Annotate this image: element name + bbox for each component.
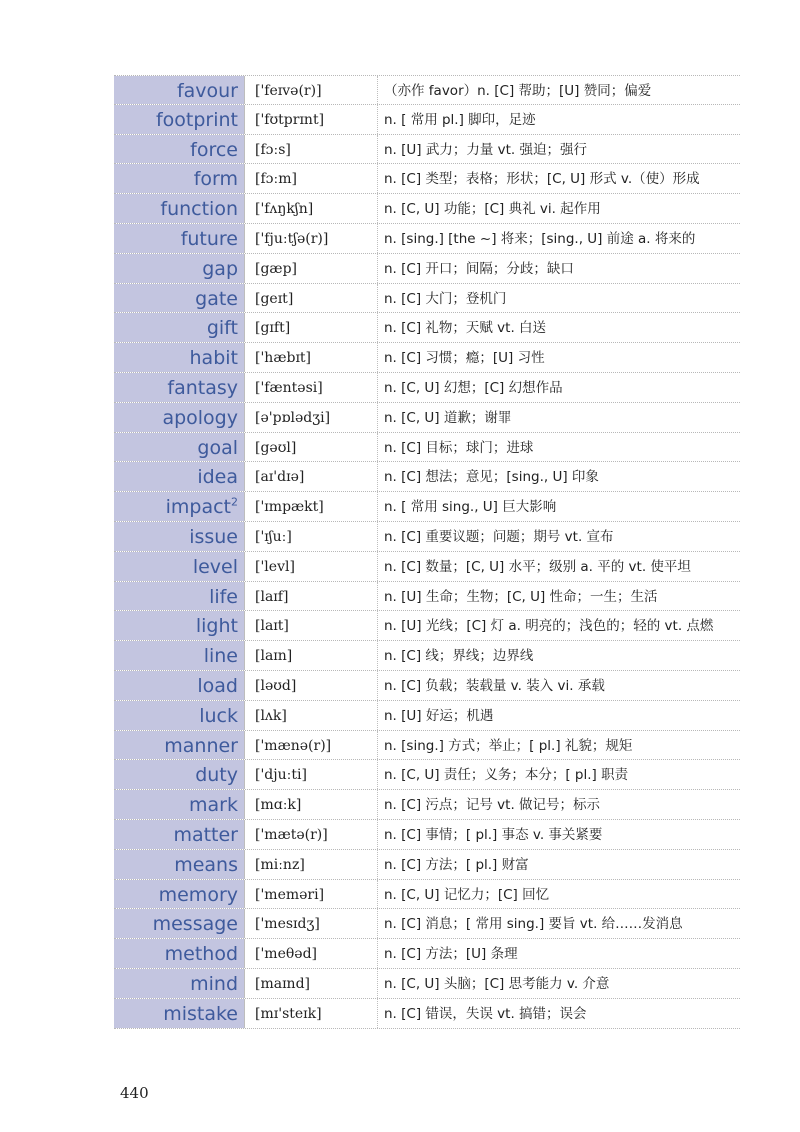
phonetic: [ləʊd] bbox=[244, 671, 378, 700]
vocab-row bbox=[114, 522, 740, 552]
headword-text: duty bbox=[195, 764, 238, 787]
headword bbox=[114, 164, 244, 193]
definition: n. [U] 光线；[C] 灯 a. 明亮的；浅色的；轻的 vt. 点燃 bbox=[384, 618, 714, 635]
definition: n. [C] 负载；装载量 v. 装入 vi. 承载 bbox=[384, 677, 605, 694]
vocab-row bbox=[114, 611, 740, 641]
vocab-row bbox=[114, 880, 740, 910]
phonetic: [fɔːm] bbox=[244, 164, 378, 193]
headword-superscript: 2 bbox=[231, 495, 238, 509]
definition: n. [C] 大门；登机门 bbox=[384, 290, 507, 307]
phonetic: [mɑːk] bbox=[244, 790, 378, 819]
definition: n. [C, U] 记忆力；[C] 回忆 bbox=[384, 886, 550, 903]
vocab-row bbox=[114, 403, 740, 433]
headword-text: method bbox=[164, 943, 238, 966]
headword bbox=[114, 522, 244, 551]
vocab-row bbox=[114, 820, 740, 850]
definition: n. [C] 礼物；天赋 vt. 白送 bbox=[384, 320, 547, 337]
phonetic: ['djuːti] bbox=[244, 760, 378, 789]
headword bbox=[114, 105, 244, 134]
headword-text: goal bbox=[197, 436, 238, 459]
definition: n. [C] 想法；意见；[sing., U] 印象 bbox=[384, 469, 599, 486]
definition: n. [sing.] 方式；举止；[ pl.] 礼貌；规矩 bbox=[384, 737, 633, 754]
headword-text: habit bbox=[189, 347, 238, 370]
phonetic: [laɪn] bbox=[244, 641, 378, 670]
phonetic: ['mætə(r)] bbox=[244, 820, 378, 849]
definition: n. [C] 事情；[ pl.] 事态 v. 事关紧要 bbox=[384, 826, 603, 843]
phonetic: [ə'pɒlədʒi] bbox=[244, 403, 378, 432]
vocab-row bbox=[114, 790, 740, 820]
phonetic: [aɪ'dɪə] bbox=[244, 462, 378, 491]
headword-text: apology bbox=[162, 406, 238, 429]
headword-text: load bbox=[197, 674, 238, 697]
headword bbox=[114, 135, 244, 164]
headword bbox=[114, 880, 244, 909]
phonetic: ['meməri] bbox=[244, 880, 378, 909]
phonetic: [maɪnd] bbox=[244, 969, 378, 998]
definition: n. [U] 好运；机遇 bbox=[384, 707, 494, 724]
headword-text: function bbox=[160, 198, 238, 221]
headword bbox=[114, 999, 244, 1028]
phonetic: ['ɪʃuː] bbox=[244, 522, 378, 551]
phonetic: ['mesɪdʒ] bbox=[244, 909, 378, 938]
phonetic: ['fjuːtʃə(r)] bbox=[244, 224, 378, 253]
headword bbox=[114, 582, 244, 611]
phonetic: [gɪft] bbox=[244, 313, 378, 342]
definition: n. [C] 重要议题；问题；期号 vt. 宣布 bbox=[384, 528, 614, 545]
vocab-row bbox=[114, 135, 740, 165]
vocab-row bbox=[114, 671, 740, 701]
definition: n. [U] 生命；生物；[C, U] 性命；一生；生活 bbox=[384, 588, 658, 605]
headword-text: means bbox=[174, 853, 238, 876]
vocab-row bbox=[114, 194, 740, 224]
headword-text: message bbox=[152, 913, 238, 936]
headword bbox=[114, 641, 244, 670]
headword-text: light bbox=[195, 615, 238, 638]
headword bbox=[114, 462, 244, 491]
definition: n. [C, U] 幻想；[C] 幻想作品 bbox=[384, 379, 563, 396]
definition: n. [C] 错误，失误 vt. 搞错；误会 bbox=[384, 1005, 587, 1022]
vocab-row bbox=[114, 462, 740, 492]
headword bbox=[114, 760, 244, 789]
headword bbox=[114, 671, 244, 700]
phonetic: [fɔːs] bbox=[244, 135, 378, 164]
headword bbox=[114, 194, 244, 223]
definition: n. [C] 目标；球门；进球 bbox=[384, 439, 534, 456]
definition: （亦作 favor）n. [C] 帮助；[U] 赞同；偏爱 bbox=[384, 83, 652, 99]
vocab-row bbox=[114, 939, 740, 969]
vocabulary-table bbox=[114, 75, 740, 1029]
headword bbox=[114, 492, 244, 521]
headword bbox=[114, 313, 244, 342]
definition: n. [C, U] 功能；[C] 典礼 vi. 起作用 bbox=[384, 201, 601, 218]
headword bbox=[114, 909, 244, 938]
headword-text: gap bbox=[202, 257, 238, 280]
headword-text: level bbox=[192, 555, 238, 578]
vocab-row bbox=[114, 433, 740, 463]
definition: n. [C] 类型；表格；形状；[C, U] 形式 v.（使）形成 bbox=[384, 171, 700, 188]
headword-text: line bbox=[203, 645, 238, 668]
headword bbox=[114, 284, 244, 313]
headword-text: mind bbox=[190, 972, 238, 995]
headword bbox=[114, 939, 244, 968]
headword-text: manner bbox=[164, 734, 238, 757]
phonetic: ['meθəd] bbox=[244, 939, 378, 968]
vocab-row bbox=[114, 284, 740, 314]
phonetic: [lʌk] bbox=[244, 701, 378, 730]
headword-text: fantasy bbox=[167, 376, 238, 399]
headword bbox=[114, 701, 244, 730]
definition: n. [C] 数量；[C, U] 水平；级别 a. 平的 vt. 使平坦 bbox=[384, 558, 691, 575]
vocab-row bbox=[114, 760, 740, 790]
vocab-row bbox=[114, 164, 740, 194]
phonetic: ['hæbɪt] bbox=[244, 343, 378, 372]
vocab-row bbox=[114, 582, 740, 612]
headword bbox=[114, 820, 244, 849]
phonetic: ['fʊtprɪnt] bbox=[244, 105, 378, 134]
headword bbox=[114, 254, 244, 283]
definition: n. [C] 污点；记号 vt. 做记号；标示 bbox=[384, 797, 601, 814]
headword-text: matter bbox=[173, 823, 238, 846]
vocab-row bbox=[114, 969, 740, 999]
headword bbox=[114, 403, 244, 432]
headword bbox=[114, 552, 244, 581]
headword bbox=[114, 731, 244, 760]
headword-text: luck bbox=[199, 704, 238, 727]
headword-text: issue bbox=[189, 525, 238, 548]
headword-text: memory bbox=[158, 883, 238, 906]
definition: n. [C, U] 道歉；谢罪 bbox=[384, 409, 512, 426]
headword-text: gift bbox=[206, 317, 238, 340]
definition: n. [U] 武力；力量 vt. 强迫；强行 bbox=[384, 141, 588, 158]
headword-text: form bbox=[193, 168, 238, 191]
vocab-row bbox=[114, 641, 740, 671]
phonetic: ['mænə(r)] bbox=[244, 731, 378, 760]
phonetic: [miːnz] bbox=[244, 850, 378, 879]
headword bbox=[114, 969, 244, 998]
page-number: 440 bbox=[120, 1084, 149, 1102]
vocab-row bbox=[114, 343, 740, 373]
headword-text: gate bbox=[195, 287, 238, 310]
vocab-row bbox=[114, 75, 740, 105]
phonetic: ['ɪmpækt] bbox=[244, 492, 378, 521]
phonetic: ['levl] bbox=[244, 552, 378, 581]
definition: n. [C] 习惯；瘾；[U] 习性 bbox=[384, 350, 545, 367]
definition: n. [C] 线；界线；边界线 bbox=[384, 648, 534, 665]
vocab-row bbox=[114, 909, 740, 939]
definition: n. [ 常用 pl.] 脚印，足迹 bbox=[384, 111, 536, 128]
vocab-row bbox=[114, 731, 740, 761]
headword bbox=[114, 790, 244, 819]
phonetic: [gæp] bbox=[244, 254, 378, 283]
vocab-row bbox=[114, 105, 740, 135]
headword bbox=[114, 433, 244, 462]
headword-text: footprint bbox=[155, 108, 238, 131]
phonetic: [gəʊl] bbox=[244, 433, 378, 462]
phonetic: [geɪt] bbox=[244, 284, 378, 313]
headword-text: favour bbox=[176, 80, 238, 102]
phonetic: ['feɪvə(r)] bbox=[244, 76, 378, 104]
headword-text: life bbox=[209, 585, 238, 608]
vocab-row bbox=[114, 373, 740, 403]
headword bbox=[114, 373, 244, 402]
headword-text: mistake bbox=[163, 1002, 238, 1025]
headword bbox=[114, 611, 244, 640]
vocab-row bbox=[114, 999, 740, 1029]
vocab-row bbox=[114, 224, 740, 254]
phonetic: ['fæntəsi] bbox=[244, 373, 378, 402]
vocab-row bbox=[114, 850, 740, 880]
vocab-row bbox=[114, 313, 740, 343]
headword-text: mark bbox=[189, 794, 238, 817]
headword bbox=[114, 76, 244, 104]
definition: n. [C] 消息；[ 常用 sing.] 要旨 vt. 给……发消息 bbox=[384, 916, 683, 933]
vocab-row bbox=[114, 492, 740, 522]
definition: n. [C] 开口；间隔；分歧；缺口 bbox=[384, 260, 574, 277]
definition: n. [sing.] [the ~] 将来；[sing., U] 前途 a. 将来的 bbox=[384, 230, 696, 247]
phonetic: ['fʌŋkʃn] bbox=[244, 194, 378, 223]
definition: n. [C] 方法；[ pl.] 财富 bbox=[384, 856, 529, 873]
headword-text: force bbox=[190, 138, 238, 161]
headword-text: impact bbox=[165, 496, 231, 519]
headword-text: idea bbox=[197, 466, 238, 489]
headword bbox=[114, 343, 244, 372]
vocab-row bbox=[114, 701, 740, 731]
vocab-row bbox=[114, 552, 740, 582]
headword bbox=[114, 224, 244, 253]
definition: n. [C, U] 责任；义务；本分；[ pl.] 职责 bbox=[384, 767, 629, 784]
definition: n. [C] 方法；[U] 条理 bbox=[384, 946, 518, 963]
definition: n. [ 常用 sing., U] 巨大影响 bbox=[384, 499, 557, 516]
vocab-row bbox=[114, 254, 740, 284]
definition: n. [C, U] 头脑；[C] 思考能力 v. 介意 bbox=[384, 975, 610, 992]
phonetic: [laɪt] bbox=[244, 611, 378, 640]
phonetic: [laɪf] bbox=[244, 582, 378, 611]
headword bbox=[114, 850, 244, 879]
phonetic: [mɪ'steɪk] bbox=[244, 999, 378, 1028]
headword-text: future bbox=[180, 227, 238, 250]
